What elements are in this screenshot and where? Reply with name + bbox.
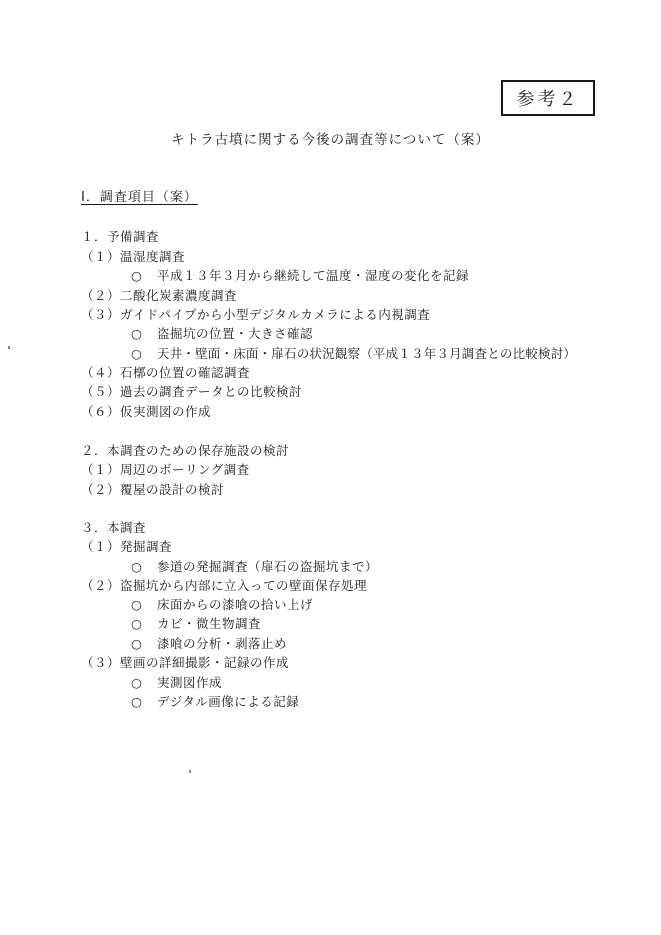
reference-label: 参考２ — [516, 89, 580, 110]
bullet-item — [131, 324, 313, 342]
reference-label-box — [501, 80, 595, 116]
circle-bullet-icon: ○ — [131, 675, 143, 690]
scan-speck — [189, 770, 191, 773]
circle-bullet-icon: ○ — [131, 636, 143, 651]
circle-bullet-icon: ○ — [131, 694, 143, 709]
document-title: キトラ古墳に関する今後の調査等について（案） — [171, 132, 490, 148]
bullet-text: 床面からの漆喰の拾い上げ — [157, 597, 314, 612]
bullet-text: 平成１３年３月から継続して温度・湿度の変化を記録 — [157, 268, 470, 283]
bullet-item — [131, 692, 299, 710]
bullet-item — [131, 673, 222, 691]
item-label: （２）二酸化炭素濃度調査 — [81, 288, 238, 303]
item-label: （６）仮実測図の作成 — [81, 404, 212, 419]
bullet-text: 盗掘坑の位置・大きさ確認 — [157, 326, 314, 341]
bullet-item — [131, 557, 378, 575]
group-heading-main-survey: ３．本調査 — [81, 520, 147, 535]
circle-bullet-icon: ○ — [131, 559, 143, 574]
bullet-item — [131, 634, 287, 652]
item-label: （２）覆屋の設計の検討 — [81, 482, 225, 497]
item-label: （２）盗掘坑から内部に立入っての壁面保存処理 — [81, 578, 368, 593]
bullet-text: 実測図作成 — [157, 675, 223, 690]
scan-speck — [8, 346, 10, 349]
item-label: （３）壁画の詳細撮影・記録の作成 — [81, 655, 290, 670]
bullet-text: デジタル画像による記録 — [157, 694, 300, 709]
bullet-item — [131, 595, 313, 613]
section-heading: Ⅰ．調査項目（案） — [81, 190, 198, 205]
group-heading-facility: ２．本調査のための保存施設の検討 — [81, 443, 290, 458]
bullet-text: 天井・壁面・床面・扉石の状況観察（平成１３年３月調査との比較検討） — [157, 346, 577, 361]
bullet-item — [131, 614, 261, 632]
item-label: （１）温湿度調査 — [81, 249, 186, 264]
bullet-text: 漆喰の分析・剥落止め — [157, 636, 288, 651]
circle-bullet-icon: ○ — [131, 268, 143, 283]
item-label: （１）発掘調査 — [81, 539, 173, 554]
circle-bullet-icon: ○ — [131, 346, 143, 361]
item-label: （１）周辺のボーリング調査 — [81, 462, 250, 477]
item-label: （４）石槨の位置の確認調査 — [81, 365, 251, 380]
circle-bullet-icon: ○ — [131, 616, 143, 631]
group-heading-preliminary: １．予備調査 — [81, 229, 160, 244]
bullet-item — [131, 344, 576, 362]
bullet-item — [131, 266, 469, 284]
circle-bullet-icon: ○ — [131, 597, 143, 612]
item-label: （３）ガイドパイプから小型デジタルカメラによる内視調査 — [81, 307, 431, 322]
item-label: （５）過去の調査データとの比較検討 — [81, 384, 303, 399]
circle-bullet-icon: ○ — [131, 326, 143, 341]
bullet-text: カビ・微生物調査 — [157, 616, 262, 631]
bullet-text: 参道の発掘調査（扉石の盗掘坑まで） — [157, 559, 379, 574]
